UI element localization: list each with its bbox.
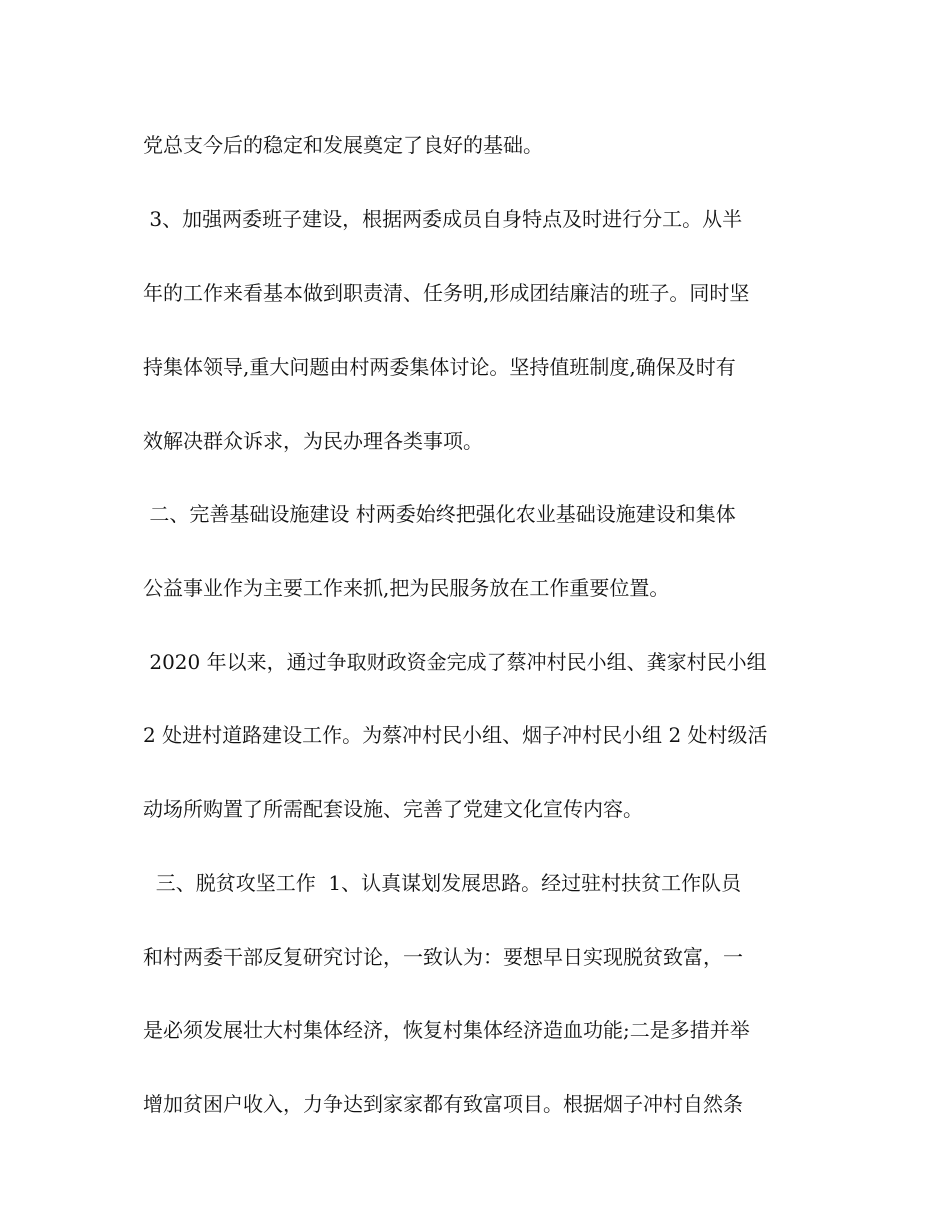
text-line: 年的工作来看基本做到职责清、任务明,形成团结廉洁的班子。同时坚 bbox=[143, 281, 750, 305]
text-line: 3、加强两委班子建设，根据两委成员自身特点及时进行分工。从半 bbox=[143, 207, 743, 231]
text-line: 三、脱贫攻坚工作 1、认真谋划发展思路。经过驻村扶贫工作队员 bbox=[143, 871, 742, 895]
text-line: 二、完善基础设施建设 村两委始终把强化农业基础设施建设和集体 bbox=[143, 502, 736, 526]
text-line: 动场所购置了所需配套设施、完善了党建文化宣传内容。 bbox=[143, 797, 643, 821]
text-line: 持集体领导,重大问题由村两委集体讨论。坚持值班制度,确保及时有 bbox=[143, 355, 736, 379]
text-line: 2020 年以来，通过争取财政资金完成了蔡冲村民小组、龚家村民小组 bbox=[143, 650, 767, 674]
text-line: 和村两委干部反复研究讨论，一致认为：要想早日实现脱贫致富，一 bbox=[143, 945, 743, 969]
text-line: 效解决群众诉求，为民办理各类事项。 bbox=[143, 429, 483, 453]
text-line: 增加贫困户收入，力争达到家家都有致富项目。根据烟子冲村自然条 bbox=[143, 1092, 743, 1116]
text-line: 公益事业作为主要工作来抓,把为民服务放在工作重要位置。 bbox=[143, 576, 670, 600]
text-line: 2 处进村道路建设工作。为蔡冲村民小组、烟子冲村民小组 2 处村级活 bbox=[143, 723, 768, 747]
text-line: 党总支今后的稳定和发展奠定了良好的基础。 bbox=[143, 133, 543, 157]
text-line: 是必须发展壮大村集体经济，恢复村集体经济造血功能;二是多措并举 bbox=[143, 1018, 750, 1042]
